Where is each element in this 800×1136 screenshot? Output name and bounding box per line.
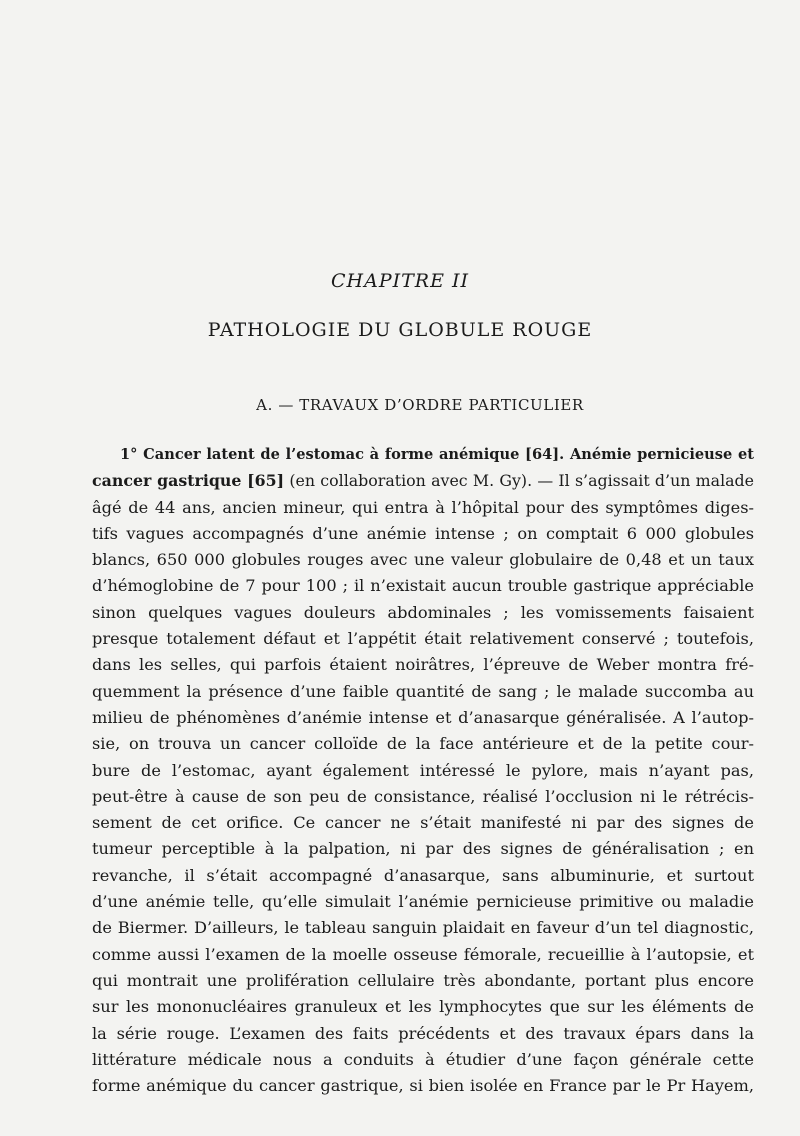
text-line: de Biermer. D’ailleurs, le tableau sanguin plaidait en faveur d’un tel diagnostic,: [92, 918, 754, 938]
text-line: peut-être à cause de son peu de consistance, réalisé l’occlusion ni le rétrécis-: [92, 786, 754, 806]
section-heading: A. — TRAVAUX D’ORDRE PARTICULIER: [256, 396, 584, 414]
text-line: blancs, 650 000 globules rouges avec une valeur globulaire de 0,48 et un taux: [92, 550, 754, 570]
text-line: milieu de phénomènes d’anémie intense et d’anasarque généralisée. A l’autop-: [92, 707, 754, 727]
body-paragraph: [92, 442, 754, 1099]
text-line: d’une anémie telle, qu’elle simulait l’anémie pernicieuse primitive ou maladie: [92, 892, 754, 912]
text-line: bure de l’estomac, ayant également intéressé le pylore, mais n’ayant pas,: [92, 760, 754, 780]
text-line: [92, 468, 754, 494]
text-line: littérature médicale nous a conduits à étudier d’une façon générale cette: [92, 1049, 754, 1069]
bold-heading-text: cancer gastrique [65]: [92, 471, 285, 491]
text-line: tumeur perceptible à la palpation, ni par des signes de généralisation ; en: [92, 839, 754, 859]
text-line: revanche, il s’était accompagné d’anasarque, sans albuminurie, et surtout: [92, 865, 754, 885]
text-line: [92, 442, 754, 468]
text-line: sie, on trouva un cancer colloïde de la face antérieure et de la petite cour-: [92, 734, 754, 754]
text-line: qui montrait une prolifération cellulaire très abondante, portant plus encore: [92, 970, 754, 990]
text-line: presque totalement défaut et l’appétit était relativement conservé ; toutefois,: [92, 629, 754, 649]
text-line: sinon quelques vagues douleurs abdominales ; les vomissements faisaient: [92, 602, 754, 622]
text-line: dans les selles, qui parfois étaient noirâtres, l’épreuve de Weber montra fré-: [92, 655, 754, 675]
text-line: d’hémoglobine de 7 pour 100 ; il n’existait aucun trouble gastrique appréciable: [92, 576, 754, 596]
text-line: forme anémique du cancer gastrique, si bien isolée en France par le Pr Hayem,: [92, 1076, 754, 1096]
text-line: tifs vagues accompagnés d’une anémie intense ; on comptait 6 000 globules: [92, 523, 754, 543]
text-line: la série rouge. L’examen des faits précédents et des travaux épars dans la: [92, 1023, 754, 1043]
text-line: âgé de 44 ans, ancien mineur, qui entra à l’hôpital pour des symptômes diges-: [92, 497, 754, 517]
text-span: (en collaboration avec M. Gy). — Il s’agissait d’un malade: [284, 471, 754, 491]
chapter-title: PATHOLOGIE DU GLOBULE ROUGE: [207, 319, 593, 341]
text-line: quemment la présence d’une faible quantité de sang ; le malade succomba au: [92, 681, 754, 701]
text-line: sement de cet orifice. Ce cancer ne s’était manifesté ni par des signes de: [92, 813, 754, 833]
text-line: comme aussi l’examen de la moelle osseuse fémorale, recueillie à l’autopsie, et: [92, 944, 754, 964]
chapter-heading: CHAPITRE II: [330, 270, 470, 292]
bold-heading-text: 1° Cancer latent de l’estomac à forme anémique [64]. Anémie pernicieuse et: [120, 446, 754, 463]
text-line: sur les mononucléaires granuleux et les lymphocytes que sur les éléments de: [92, 997, 754, 1017]
